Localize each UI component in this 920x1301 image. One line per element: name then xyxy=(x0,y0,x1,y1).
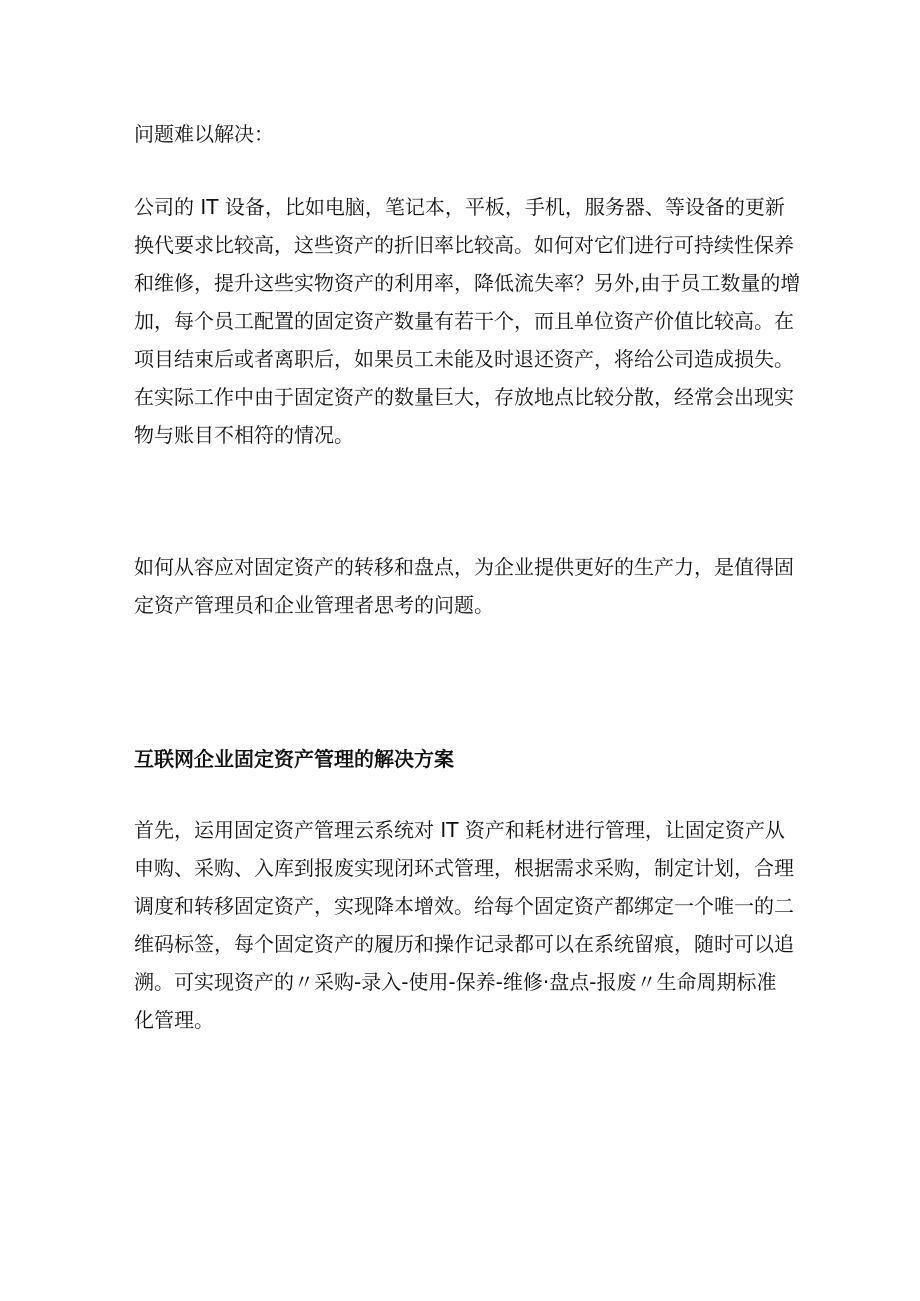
text-line: 溯。可实现资产的〃采购-录入-使用-保养-维修·盘点-报废〃生命周期标准 xyxy=(134,970,777,994)
text-line: 和维修，提升这些实物资产的利用率，降低流失率？另外,由于员工数量的增 xyxy=(134,271,801,295)
text-line: 换代要求比较高，这些资产的折旧率比较高。如何对它们进行可持续性保养 xyxy=(134,233,794,257)
text-line: 调度和转移固定资产，实现降本增效。给每个固定资产都绑定一个唯一的二 xyxy=(134,894,794,918)
text-line: 加，每个员工配置的固定资产数量有若干个，而且单位资产价值比较高。在 xyxy=(134,309,794,333)
text-line: 项目结束后或者离职后，如果员工未能及时退还资产，将给公司造成损失。 xyxy=(134,347,794,371)
text-line: 定资产管理员和企业管理者思考的问题。 xyxy=(134,593,494,617)
text-line: 首先，运用固定资产管理云系统对 IT 资产和耗材进行管理，让固定资产从 xyxy=(134,818,785,842)
text-line: 申购、采购、入库到报废实现闭环式管理，根据需求采购，制定计划，合理 xyxy=(134,856,794,880)
text-line: 公司的 IT 设备，比如电脑，笔记本，平板，手机，服务器、等设备的更新 xyxy=(134,195,785,219)
text-line: 问题难以解决： xyxy=(134,122,274,146)
paragraph-problem xyxy=(134,188,814,454)
text-line: 维码标签，每个固定资产的履历和操作记录都可以在系统留痕，随时可以追 xyxy=(134,932,794,956)
section-heading: 互联网企业固定资产管理的解决方案 xyxy=(134,747,454,771)
text-line: 如何从容应对固定资产的转移和盘点，为企业提供更好的生产力，是值得固 xyxy=(134,555,794,579)
paragraph-question xyxy=(134,548,814,624)
text-line: 物与账目不相符的情况。 xyxy=(134,423,354,447)
text-line: 在实际工作中由于固定资产的数量巨大，存放地点比较分散，经常会出现实 xyxy=(134,385,794,409)
intro-label xyxy=(134,115,814,153)
text-line: 化管理。 xyxy=(134,1008,214,1032)
paragraph-solution xyxy=(134,811,814,1039)
